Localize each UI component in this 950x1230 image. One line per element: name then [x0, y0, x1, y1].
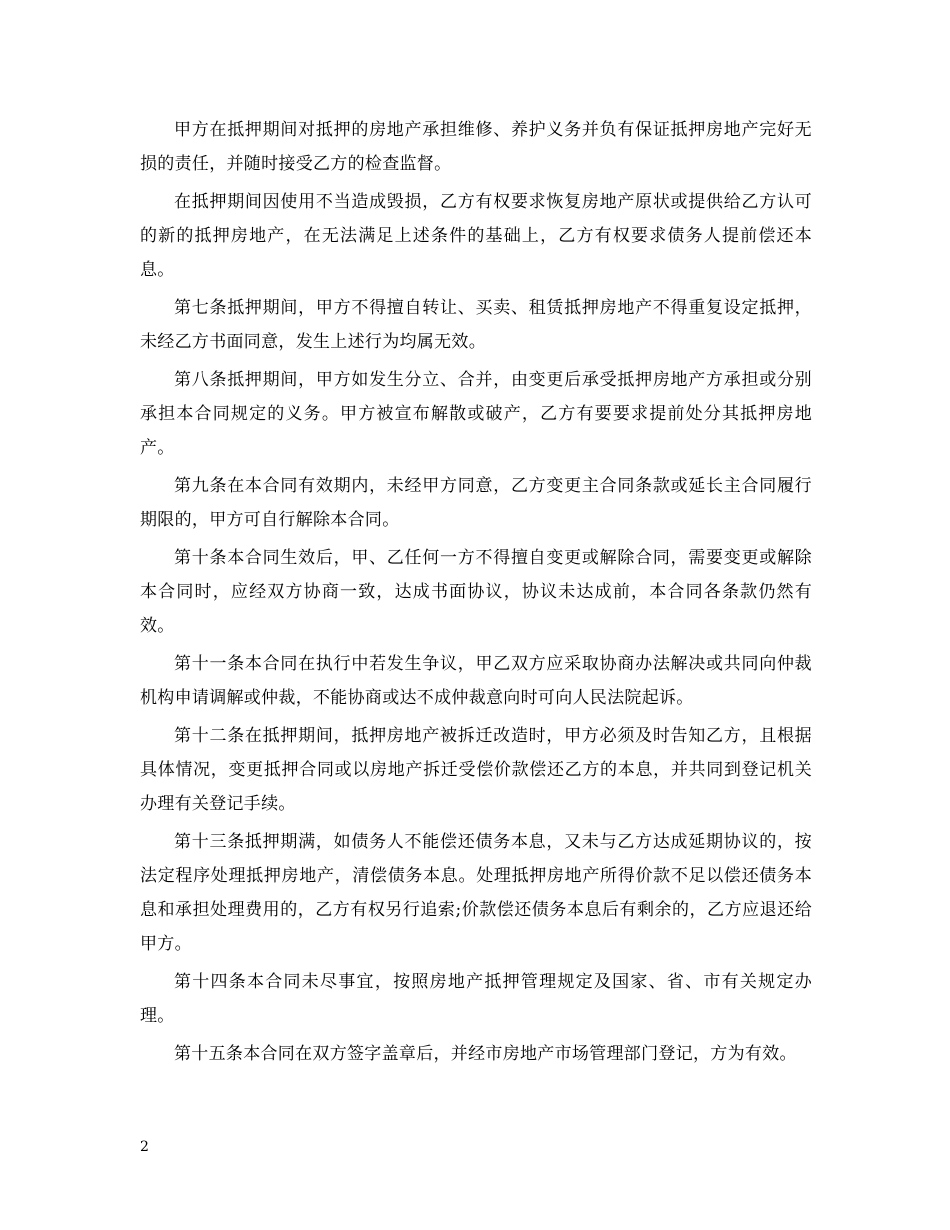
document-body [140, 113, 812, 1075]
paragraph-maintenance-obligation: 甲方在抵押期间对抵押的房地产承担维修、养护义务并负有保证抵押房地产完好无损的责任，并随时接受乙方的检查监督。 [140, 120, 812, 174]
paragraph-article-13: 第十三条抵押期满，如债务人不能偿还债务本息，又未与乙方达成延期协议的，按法定程序处理抵押房地产，清偿债务本息。处理抵押房地产所得价款不足以偿还债务本息和承担处理费用的，乙方有权另行追索;价款偿还债务本息后有剩余的，乙方应退还给甲方。 [140, 832, 812, 954]
paragraph-article-15: 第十五条本合同在双方签字盖章后，并经市房地产市场管理部门登记，方为有效。 [174, 1044, 797, 1064]
paragraph-article-12: 第十二条在抵押期间，抵押房地产被拆迁改造时，甲方必须及时告知乙方，且根据具体情况，变更抵押合同或以房地产拆迁受偿价款偿还乙方的本息，并共同到登记机关办理有关登记手续。 [140, 726, 812, 814]
paragraph-damage-remedy: 在抵押期间因使用不当造成毁损，乙方有权要求恢复房地产原状或提供给乙方认可的新的抵押房地产，在无法满足上述条件的基础上，乙方有权要求债务人提前偿还本息。 [140, 192, 812, 280]
paragraph-article-14: 第十四条本合同未尽事宜，按照房地产抵押管理规定及国家、省、市有关规定办理。 [140, 972, 812, 1026]
paragraph-article-9: 第九条在本合同有效期内，未经甲方同意，乙方变更主合同条款或延长主合同履行期限的，甲方可自行解除本合同。 [140, 476, 812, 530]
page-number: 2 [140, 1139, 149, 1155]
paragraph-article-8: 第八条抵押期间，甲方如发生分立、合并，由变更后承受抵押房地产方承担或分别承担本合同规定的义务。甲方被宣布解散或破产，乙方有要要求提前处分其抵押房地产。 [140, 370, 812, 458]
paragraph-article-7: 第七条抵押期间，甲方不得擅自转让、买卖、租赁抵押房地产不得重复设定抵押，未经乙方书面同意，发生上述行为均属无效。 [140, 298, 812, 352]
paragraph-article-11: 第十一条本合同在执行中若发生争议，甲乙双方应采取协商办法解决或共同向仲裁机构申请调解或仲裁，不能协商或达不成仲裁意向时可向人民法院起诉。 [140, 654, 812, 708]
paragraph-article-10: 第十条本合同生效后，甲、乙任何一方不得擅自变更或解除合同，需要变更或解除本合同时，应经双方协商一致，达成书面协议，协议未达成前，本合同各条款仍然有效。 [140, 548, 812, 636]
